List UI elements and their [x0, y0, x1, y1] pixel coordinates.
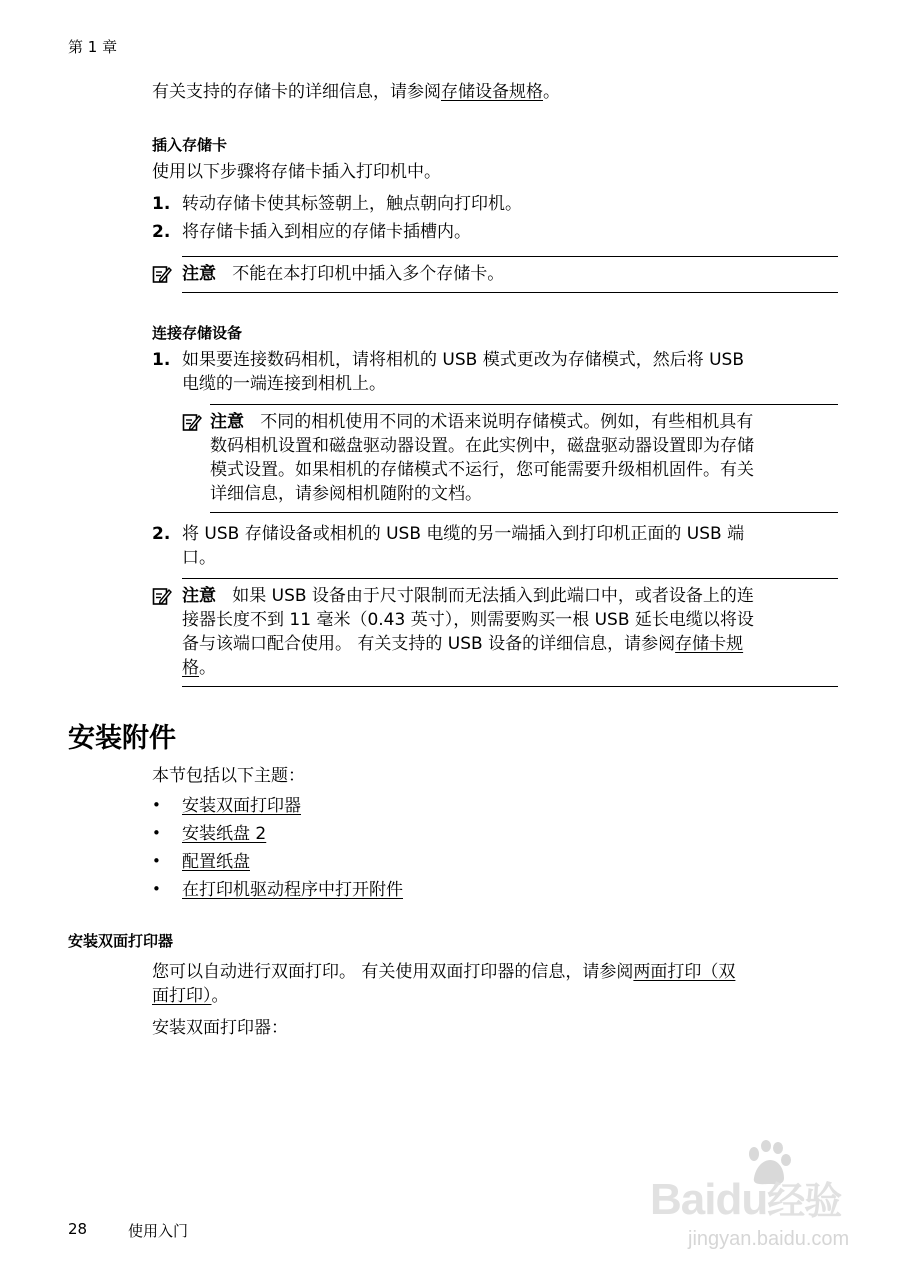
step-number: 1. [152, 350, 171, 370]
bullet-icon: • [152, 824, 161, 842]
note-icon [152, 586, 172, 606]
connect-device-heading: 连接存储设备 [152, 324, 243, 342]
watermark-brand2: du [715, 1175, 768, 1224]
duplexer-line1 [152, 960, 735, 984]
camera-note-line1 [210, 410, 753, 434]
accessories-heading: 安装附件 [68, 723, 176, 754]
connect-step-1-line2: 电缆的一端连接到相机上。 [182, 374, 386, 394]
note-bottom-rule [182, 686, 838, 687]
storage-spec-link[interactable]: 存储设备规格 [441, 82, 543, 102]
note-end: 。 [199, 658, 216, 678]
step-text: 转动存储卡使其标签朝上，触点朝向打印机。 [182, 194, 522, 214]
note-icon [182, 412, 202, 432]
watermark-cn: 经验 [767, 1181, 842, 1223]
intro-text: 有关支持的存储卡的详细信息，请参阅 [152, 82, 441, 102]
duplexer-line2 [152, 984, 229, 1008]
intro-paragraph [152, 80, 560, 104]
step-number: 2. [152, 222, 171, 242]
usb-note-line1 [182, 584, 754, 608]
note-top-rule [210, 404, 838, 405]
insert-note [182, 262, 504, 286]
duplexer-end: 。 [211, 986, 229, 1006]
memory-card-spec-link-cont[interactable]: 格 [182, 658, 199, 678]
watermark-url: jingyan.baidu.com [688, 1228, 850, 1250]
note-text: 如果 USB 设备由于尺寸限制而无法插入到此端口中，或者设备上的连 [232, 586, 754, 606]
intro-end: 。 [543, 82, 560, 102]
note-label: 注意 [182, 264, 216, 284]
insert-card-lead: 使用以下步骤将存储卡插入打印机中。 [152, 162, 441, 182]
two-sided-print-link-cont[interactable]: 面打印） [152, 986, 212, 1006]
camera-note-line3: 模式设置。如果相机的存储模式不运行，您可能需要升级相机固件。有关 [210, 460, 754, 480]
step-number: 2. [152, 524, 171, 544]
duplexer-line3: 安装双面打印器： [152, 1018, 288, 1038]
connect-step-2-line2: 口。 [182, 548, 216, 568]
bullet-icon: • [152, 796, 161, 814]
page-number: 28 [68, 1220, 88, 1238]
topic-link-driver-accessories[interactable]: 在打印机驱动程序中打开附件 [182, 880, 403, 900]
note-text: 备与该端口配合使用。 有关支持的 USB 设备的详细信息，请参阅 [182, 634, 676, 654]
footer-section: 使用入门 [128, 1222, 189, 1240]
duplexer-heading: 安装双面打印器 [68, 932, 174, 950]
camera-note-line2: 数码相机设置和磁盘驱动器设置。在此实例中，磁盘驱动器设置即为存储 [210, 436, 754, 456]
usb-note-line3 [182, 632, 743, 656]
memory-card-spec-link[interactable]: 存储卡规 [675, 634, 744, 654]
note-text: 不同的相机使用不同的术语来说明存储模式。例如，有些相机具有 [260, 412, 754, 432]
note-label: 注意 [182, 586, 216, 606]
topic-link-configure-trays[interactable]: 配置纸盘 [182, 852, 250, 872]
connect-step-1-line1: 如果要连接数码相机，请将相机的 USB 模式更改为存储模式，然后将 USB [182, 350, 745, 370]
step-number: 1. [152, 194, 171, 214]
note-top-rule [182, 578, 838, 579]
accessories-lead: 本节包括以下主题： [152, 766, 305, 786]
two-sided-print-link[interactable]: 两面打印（双 [633, 962, 736, 982]
duplexer-text: 您可以自动进行双面打印。 有关使用双面打印器的信息，请参阅 [152, 962, 634, 982]
bullet-icon: • [152, 880, 161, 898]
bullet-icon: • [152, 852, 161, 870]
note-bottom-rule [182, 292, 838, 293]
baidu-watermark [650, 1140, 890, 1270]
step-text: 将存储卡插入到相应的存储卡插槽内。 [182, 222, 471, 242]
usb-note-line2: 接器长度不到 11 毫米（0.43 英寸），则需要购买一根 USB 延长电缆以将设 [182, 610, 754, 630]
camera-note-line4: 详细信息，请参阅相机随附的文档。 [210, 484, 482, 504]
chapter-header: 第 1 章 [68, 38, 118, 56]
note-icon [152, 264, 172, 284]
note-label: 注意 [210, 412, 244, 432]
connect-step-2-line1: 将 USB 存储设备或相机的 USB 电缆的另一端插入到打印机正面的 USB 端 [182, 524, 745, 544]
note-bottom-rule [210, 512, 838, 513]
insert-card-heading: 插入存储卡 [152, 136, 228, 154]
topic-link-duplexer[interactable]: 安装双面打印器 [182, 796, 301, 816]
watermark-brand: Bai [650, 1175, 716, 1224]
note-text: 不能在本打印机中插入多个存储卡。 [232, 264, 505, 284]
usb-note-line4 [182, 656, 216, 680]
topic-link-tray2[interactable]: 安装纸盘 2 [182, 824, 267, 844]
note-top-rule [182, 256, 838, 257]
